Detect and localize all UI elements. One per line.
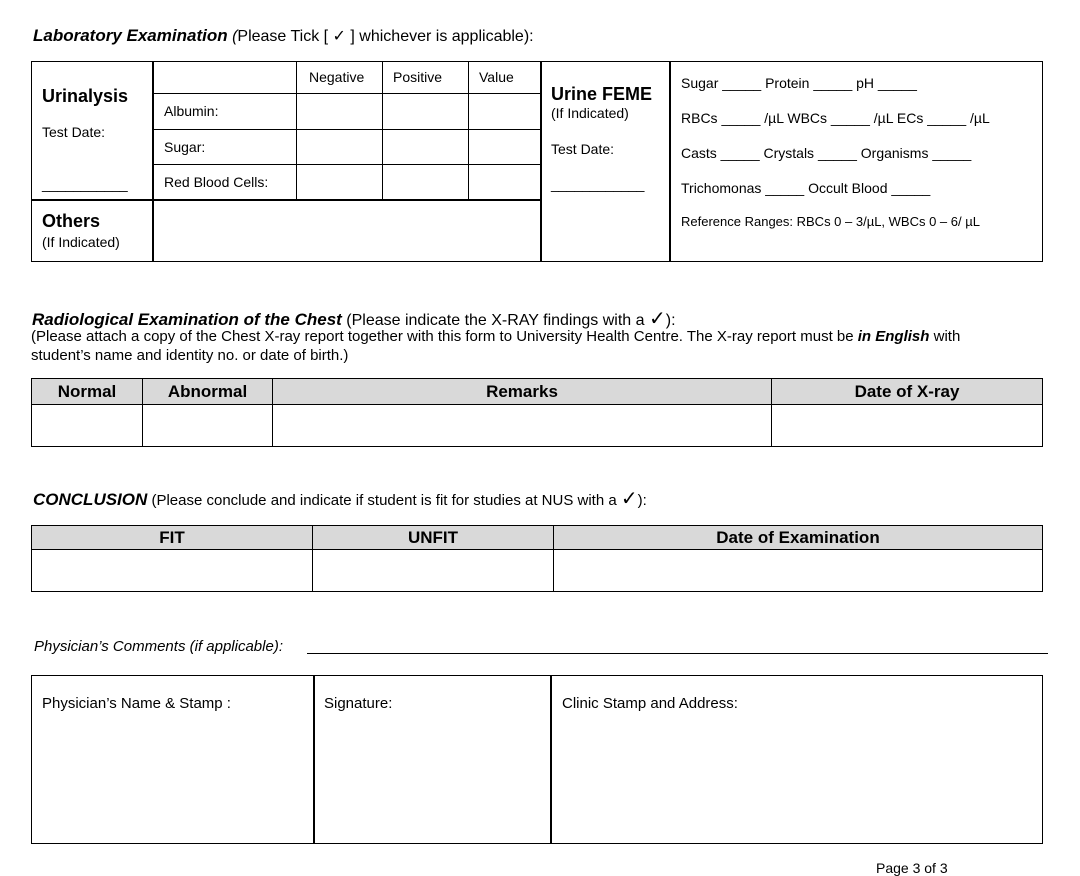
xray-header-normal: Normal [32,379,143,405]
albumin-negative-cell[interactable] [297,94,382,129]
rbc-negative-cell[interactable] [297,165,382,199]
xray-abnormal-cell[interactable] [143,405,273,447]
feme-line-rbc-wbc-ec: RBCs _____ /µL WBCs _____ /µL ECs _____ /µL [681,110,990,126]
radio-instruction: (Please indicate the X-RAY findings with a [346,312,645,329]
urinalysis-test-date-label: Test Date: [42,124,106,140]
feme-line-trichomonas: Trichomonas _____ Occult Blood _____ [681,180,931,196]
rbc-value-cell[interactable] [469,165,540,199]
page-number: Page 3 of 3 [876,860,948,876]
sugar-negative-cell[interactable] [297,130,382,164]
radio-note-c: with [933,328,961,345]
urinalysis-date-blank[interactable]: ___________ [42,176,128,192]
physician-name-area[interactable] [33,718,312,842]
feme-title: Urine FEME [551,84,653,104]
lab-heading-paren: ( [232,28,238,45]
unfit-cell[interactable] [313,550,554,592]
lab-heading-line [33,26,534,46]
check-icon: ✓ [648,308,666,330]
albumin-value-cell[interactable] [469,94,540,129]
conclusion-heading: CONCLUSION [33,490,148,509]
xray-date-cell[interactable] [772,405,1043,447]
others-input-cell[interactable] [154,201,540,261]
col-header-value: Value [479,69,514,85]
divider [540,61,542,262]
conclusion-table [31,525,1043,592]
examination-date-cell[interactable] [554,550,1043,592]
feme-line-casts-crystals: Casts _____ Crystals _____ Organisms _____ [681,145,972,161]
conclusion-instruction-end: ): [637,492,647,509]
divider [313,675,315,844]
feme-date-blank[interactable]: ____________ [551,176,645,192]
others-title: Others [42,211,101,231]
sugar-value-cell[interactable] [469,130,540,164]
conclusion-instruction: (Please conclude and indicate if student is fit for studies at NUS with a [151,492,617,509]
radio-heading: Radiological Examination of the Chest [32,310,342,329]
sugar-positive-cell[interactable] [383,130,468,164]
others-subtitle: (If Indicated) [42,234,120,250]
divider [669,61,671,262]
feme-subtitle: (If Indicated) [551,105,629,121]
divider [550,675,552,844]
check-icon: ✓ [620,488,638,510]
feme-reference-ranges: Reference Ranges: RBCs 0 – 3/µL, WBCs 0 – 6/ µL [681,214,980,229]
clinic-stamp-label: Clinic Stamp and Address: [562,695,738,712]
radio-instruction-end: ): [665,312,676,329]
signature-label: Signature: [324,695,393,712]
urinalysis-title: Urinalysis [42,86,129,106]
clinic-stamp-area[interactable] [553,718,1041,842]
fit-cell[interactable] [32,550,313,592]
radio-note-line2: student’s name and identity no. or date of birth.) [31,347,349,364]
albumin-positive-cell[interactable] [383,94,468,129]
conclusion-header-fit: FIT [32,526,313,550]
col-header-positive: Positive [393,69,443,85]
radio-note-english: in English [857,328,930,345]
rbc-positive-cell[interactable] [383,165,468,199]
lab-instruction: Please Tick [ ✓ ] whichever is applicable): [237,28,534,45]
xray-header-remarks: Remarks [273,379,772,405]
xray-normal-cell[interactable] [32,405,143,447]
physician-comments-line[interactable] [307,653,1048,654]
col-header-negative: Negative [309,69,365,85]
xray-header-abnormal: Abnormal [143,379,273,405]
physician-comments-label: Physician’s Comments (if applicable): [34,638,283,655]
feme-test-date-label: Test Date: [551,141,615,157]
feme-line-sugar-protein-ph: Sugar _____ Protein _____ pH _____ [681,75,917,91]
physician-name-stamp-label: Physician’s Name & Stamp : [42,695,231,712]
row-label-rbc: Red Blood Cells: [164,174,269,190]
xray-table [31,378,1043,447]
signature-area[interactable] [316,718,549,842]
conclusion-heading-line [33,486,647,511]
lab-heading: Laboratory Examination [33,26,228,45]
radio-note-line1 [31,328,960,345]
xray-header-date: Date of X-ray [772,379,1043,405]
xray-remarks-cell[interactable] [273,405,772,447]
conclusion-header-unfit: UNFIT [313,526,554,550]
row-label-albumin: Albumin: [164,103,219,119]
radio-note-a: (Please attach a copy of the Chest X-ray report together with this form to University Health Centre. The X-ray report must be [31,328,854,345]
conclusion-header-date: Date of Examination [554,526,1043,550]
row-label-sugar: Sugar: [164,139,206,155]
